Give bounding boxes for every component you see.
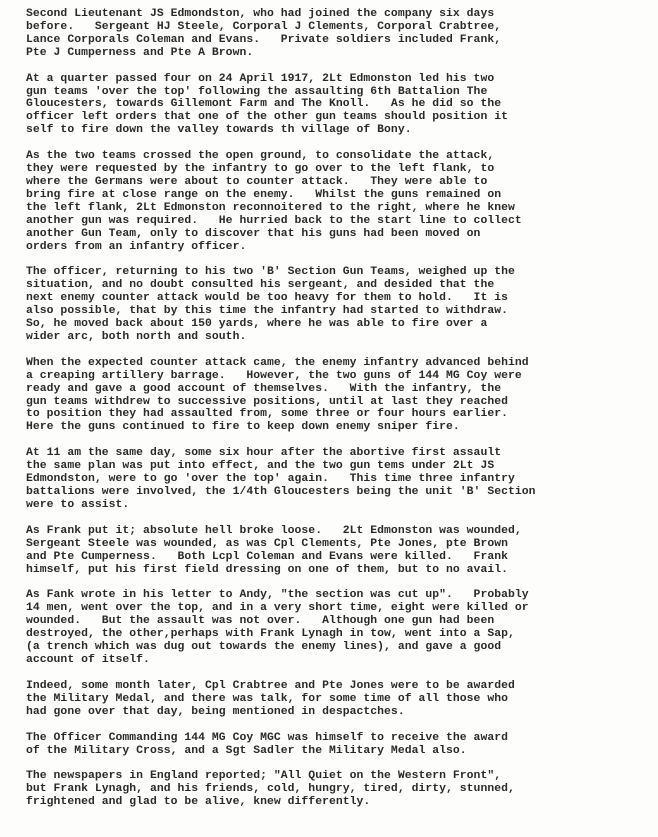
paragraph-awards: Indeed, some month later, Cpl Crabtree and Pte Jones were to be awarded the Military Medal, and there was talk, for some time of all those who had gone over that day, being mentioned in despactches. [26,679,515,718]
paragraph-second-assault: At 11 am the same day, some six hour after the abortive first assault the same plan was put into effect, and the two gun tems under 2Lt JS Edmondston, were to go 'over the top' again. This time three infantry battalions were involved, the 1/4th Gloucesters being the unit 'B' Section were to assist. [26,447,536,511]
paragraph-military-cross: The Officer Commanding 144 MG Coy MGC was himself to receive the award of the Military Cross, and a Sgt Sadler the Military Medal also. [26,731,508,757]
paragraph-roster: Second Lieutenant JS Edmondston, who had joined the company six days before. Sergeant HJ Steele, Corporal J Clements, Corporal Crabtree, Lance Corporals Coleman and Evans. Private soldiers included Frank, Pte J Cumperness and Pte A Brown. [26,8,502,59]
paragraph-left-flank: As the two teams crossed the open ground, to consolidate the attack, they were requested by the infantry to go over to the left flank, to where the Germans were about to counter attack. They were able to bring fire at close range on the enemy. Whilst the guns remained on the left flank, 2Lt Edmonston reconnoitered to the right, where he knew another gun was required. He hurried back to the start line to collect another Gun Team, only to discover that his guns had been moved on orders from an infantry officer. [26,150,522,253]
paragraph-casualties: As Frank put it; absolute hell broke loose. 2Lt Edmonston was wounded, Sergeant Steele was wounded, as was Cpl Clements, Pte Jones, pte Brown and Pte Cumperness. Both Lcpl Coleman and Evans were killed. Frank himself, put his first field dressing on one of them, but to no avail. [26,524,522,576]
paragraph-counter-attack: When the expected counter attack came, the enemy infantry advanced behind a creaping artillery barrage. However, the two guns of 144 MG Coy were ready and gave a good account of themselves. With the infantry, the gun teams withdrew to successive positions, until at last they reached to position they had assaulted from, some three or four hours earlier. Here the guns continued to fire to keep down enemy sniper fire. [26,356,529,434]
paragraph-first-advance: At a quarter passed four on 24 April 1917, 2Lt Edmonston led his two gun teams 'over the top' following the assaulting 6th Battalion The Gloucesters, towards Gillemont Farm and The Knoll. As he did so the officer left orders that one of the other gun teams should position it self to fire down the valley towards th village of Bony. [26,72,508,137]
paragraph-letter-to-andy: As Fank wrote in his letter to Andy, "the section was cut up". Probably 14 men, went over the top, and in a very short time, eight were killed or wounded. But the assault was not over. Although one gun had been destroyed, the other,perhaps with Frank Lynagh in tow, went into a Sap, (a trench which was dug out towards the enemy lines), and gave a good account of itself. [26,589,529,666]
paragraph-withdrawal-decision: The officer, returning to his two 'B' Section Gun Teams, weighed up the situation, and no doubt consulted his sergeant, and desided that the next enemy counter attack would be too heavy for them to hold. It is also possible, that by this time the infantry had started to withdraw. So, he moved back about 150 yards, where he was able to fire over a wider arc, both north and south. [26,266,515,343]
paragraph-newspapers: The newspapers in England reported; "All Quiet on the Western Front", but Frank Lynagh, and his friends, cold, hungry, tired, dirty, stunned, frightened and glad to be alive, knew differently. [26,770,515,809]
